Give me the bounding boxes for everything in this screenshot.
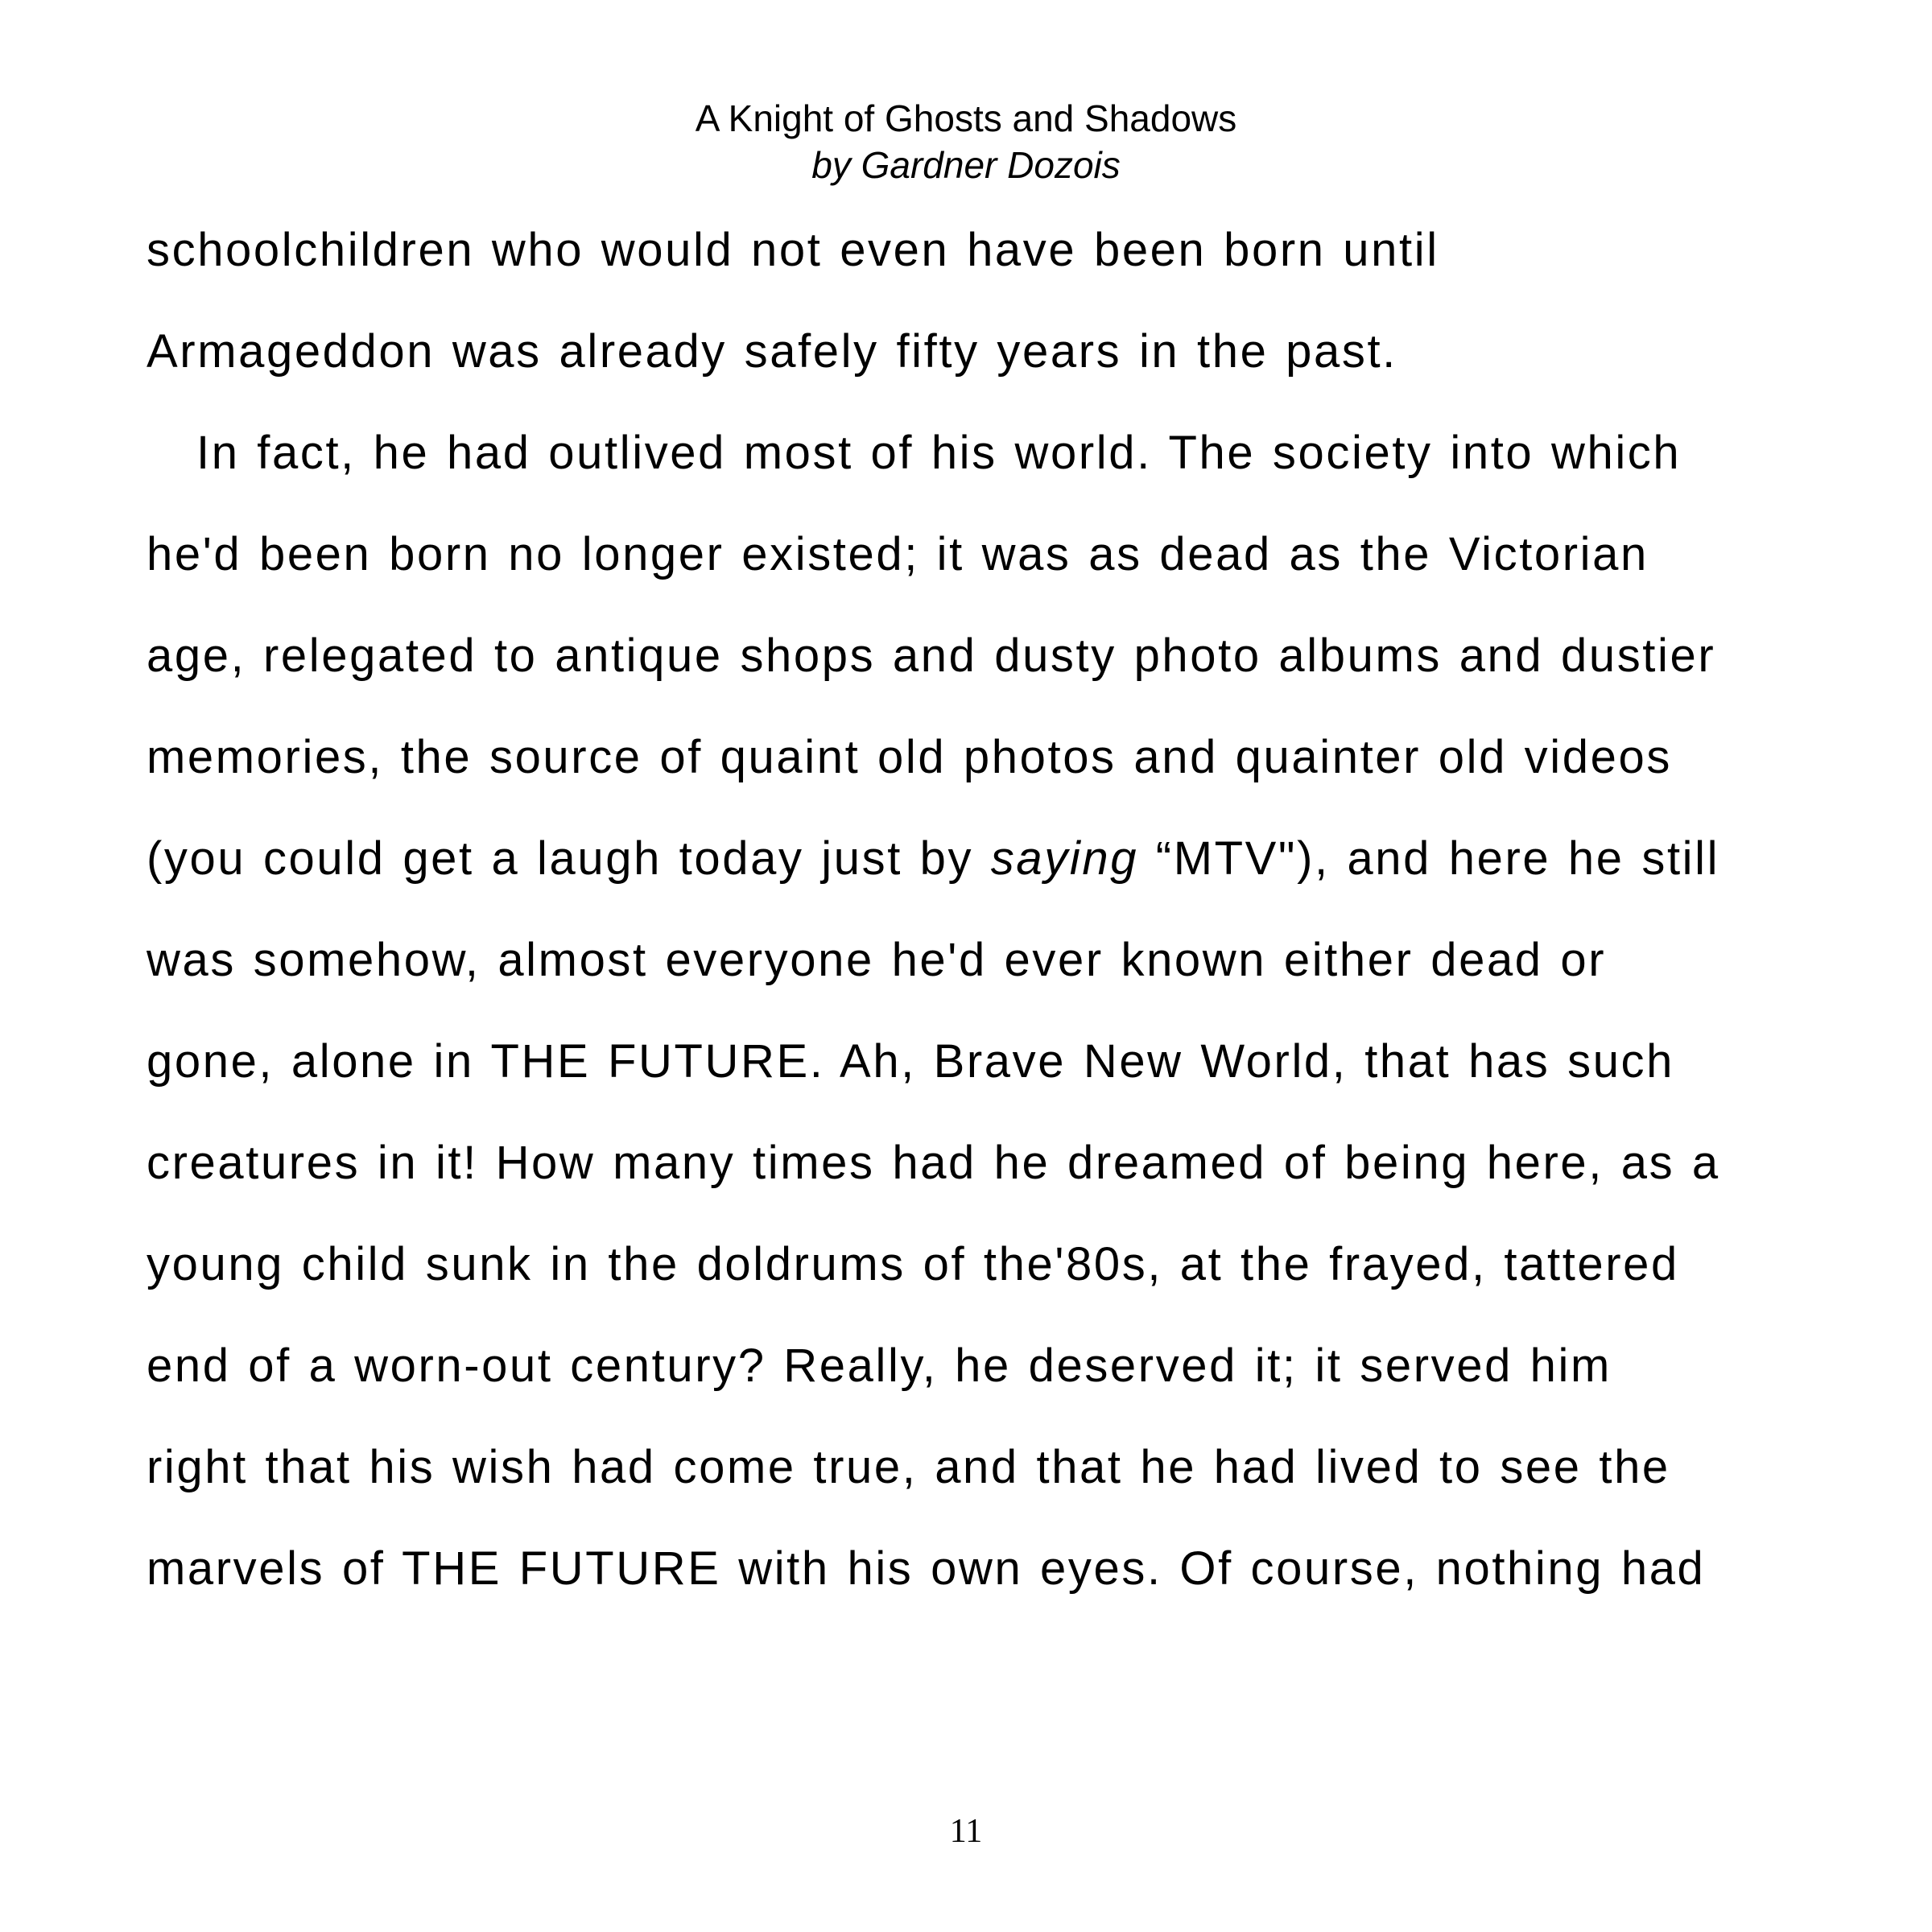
text-line: creatures in it! How many times had he dreamed of being here, as a: [147, 1137, 1720, 1189]
italic-word: saying: [990, 832, 1139, 885]
text-line: right that his wish had come true, and that he had lived to see the: [147, 1441, 1670, 1493]
body-text: [147, 217, 1821, 1637]
text-line: schoolchildren who would not even have been born until: [147, 224, 1439, 276]
story-title: A Knight of Ghosts and Shadows: [695, 97, 1237, 139]
text-line: age, relegated to antique shops and dusty photo albums and dustier: [147, 630, 1716, 682]
running-header: [0, 95, 1932, 188]
text-line: was somehow, almost everyone he'd ever known either dead or: [147, 934, 1607, 986]
text-segment: “MTV"), and here he still: [1138, 832, 1720, 885]
text-line: Armageddon was already safely fifty years in the past.: [147, 325, 1397, 378]
text-line: he'd been born no longer existed; it was as dead as the Victorian: [147, 528, 1649, 580]
text-line: memories, the source of quaint old photos and quainter old videos: [147, 731, 1672, 783]
page-number: 11: [949, 1813, 983, 1850]
text-line-paragraph-start: In fact, he had outlived most of his world. The society into which: [196, 427, 1682, 479]
text-line: young child sunk in the doldrums of the'80s, at the frayed, tattered: [147, 1238, 1679, 1290]
text-line: gone, alone in THE FUTURE. Ah, Brave New World, that has such: [147, 1035, 1675, 1088]
text-line: end of a worn-out century? Really, he deserved it; it served him: [147, 1340, 1612, 1392]
story-author: by Gardner Dozois: [811, 144, 1121, 186]
text-line-with-italic: [147, 826, 1821, 927]
text-segment: (you could get a laugh today just by: [147, 832, 991, 885]
text-line: marvels of THE FUTURE with his own eyes. Of course, nothing had: [147, 1542, 1706, 1595]
